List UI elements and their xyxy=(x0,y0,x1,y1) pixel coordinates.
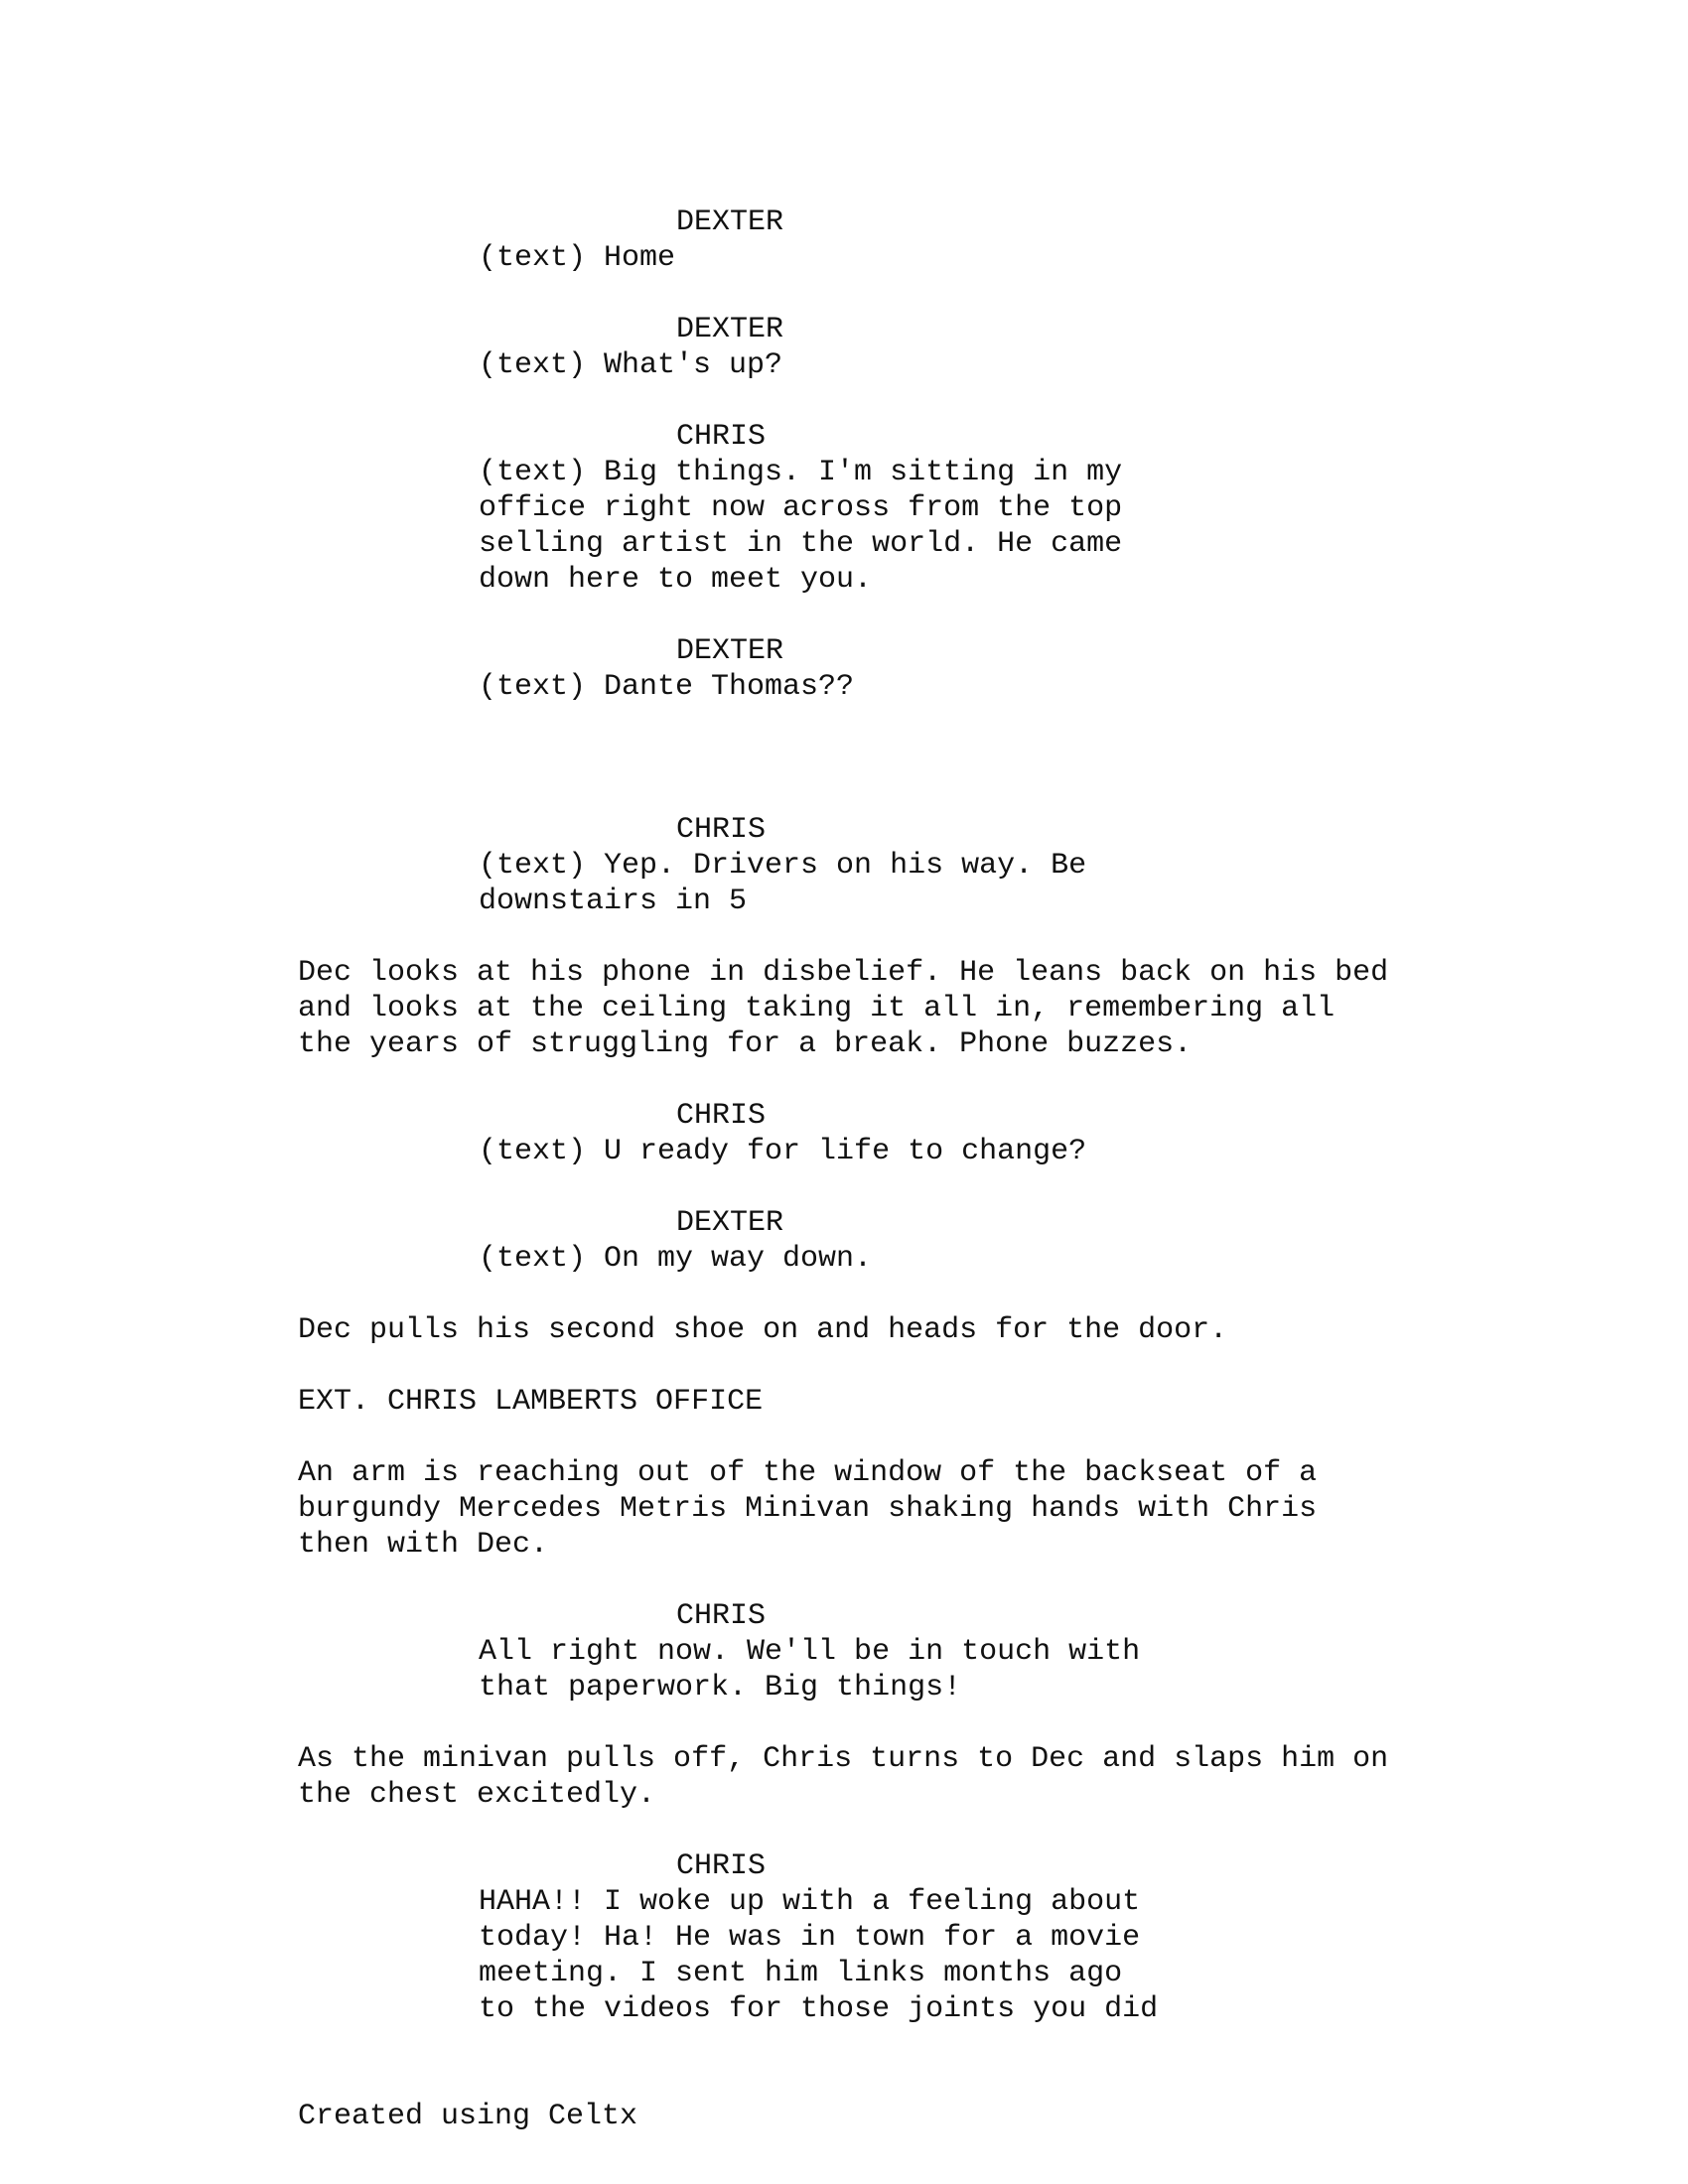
character-cue: DEXTER xyxy=(676,313,784,346)
action-line: burgundy Mercedes Metris Minivan shaking hands with Chris xyxy=(298,1492,1318,1526)
dialogue-line: selling artist in the world. He came xyxy=(479,527,1123,561)
dialogue-line: today! Ha! He was in town for a movie xyxy=(479,1921,1141,1955)
action-line: As the minivan pulls off, Chris turns to Dec and slaps him on xyxy=(298,1742,1389,1776)
dialogue-line: (text) Yep. Drivers on his way. Be xyxy=(479,849,1087,883)
dialogue-line: (text) U ready for life to change? xyxy=(479,1135,1087,1168)
dialogue-line: (text) Big things. I'm sitting in my xyxy=(479,456,1123,489)
dialogue-line: to the videos for those joints you did xyxy=(479,1992,1159,2026)
dialogue-line: meeting. I sent him links months ago xyxy=(479,1957,1123,1990)
dialogue-line: that paperwork. Big things! xyxy=(479,1671,962,1705)
dialogue-line: (text) Home xyxy=(479,241,676,275)
character-cue: CHRIS xyxy=(676,1849,767,1883)
page-footer: Created using Celtx xyxy=(298,2100,638,2133)
dialogue-line: downstairs in 5 xyxy=(479,885,748,918)
dialogue-line: (text) Dante Thomas?? xyxy=(479,670,855,704)
action-line: and looks at the ceiling taking it all in, remembering all xyxy=(298,992,1336,1025)
action-line: Dec pulls his second shoe on and heads for the door. xyxy=(298,1313,1228,1347)
character-cue: CHRIS xyxy=(676,1599,767,1633)
character-cue: DEXTER xyxy=(676,1206,784,1240)
action-line: the chest excitedly. xyxy=(298,1778,656,1812)
character-cue: DEXTER xyxy=(676,205,784,239)
character-cue: CHRIS xyxy=(676,813,767,847)
dialogue-line: down here to meet you. xyxy=(479,563,873,597)
dialogue-line: office right now across from the top xyxy=(479,491,1123,525)
scene-heading: EXT. CHRIS LAMBERTS OFFICE xyxy=(298,1385,764,1419)
action-line: An arm is reaching out of the window of the backseat of a xyxy=(298,1456,1318,1490)
action-line: then with Dec. xyxy=(298,1528,549,1562)
character-cue: CHRIS xyxy=(676,1099,767,1133)
action-line: Dec looks at his phone in disbelief. He leans back on his bed xyxy=(298,956,1389,990)
dialogue-line: All right now. We'll be in touch with xyxy=(479,1635,1141,1669)
character-cue: CHRIS xyxy=(676,420,767,454)
action-line: the years of struggling for a break. Phone buzzes. xyxy=(298,1027,1193,1061)
character-cue: DEXTER xyxy=(676,634,784,668)
dialogue-line: HAHA!! I woke up with a feeling about xyxy=(479,1885,1141,1919)
dialogue-line: (text) What's up? xyxy=(479,348,783,382)
dialogue-line: (text) On my way down. xyxy=(479,1242,873,1276)
